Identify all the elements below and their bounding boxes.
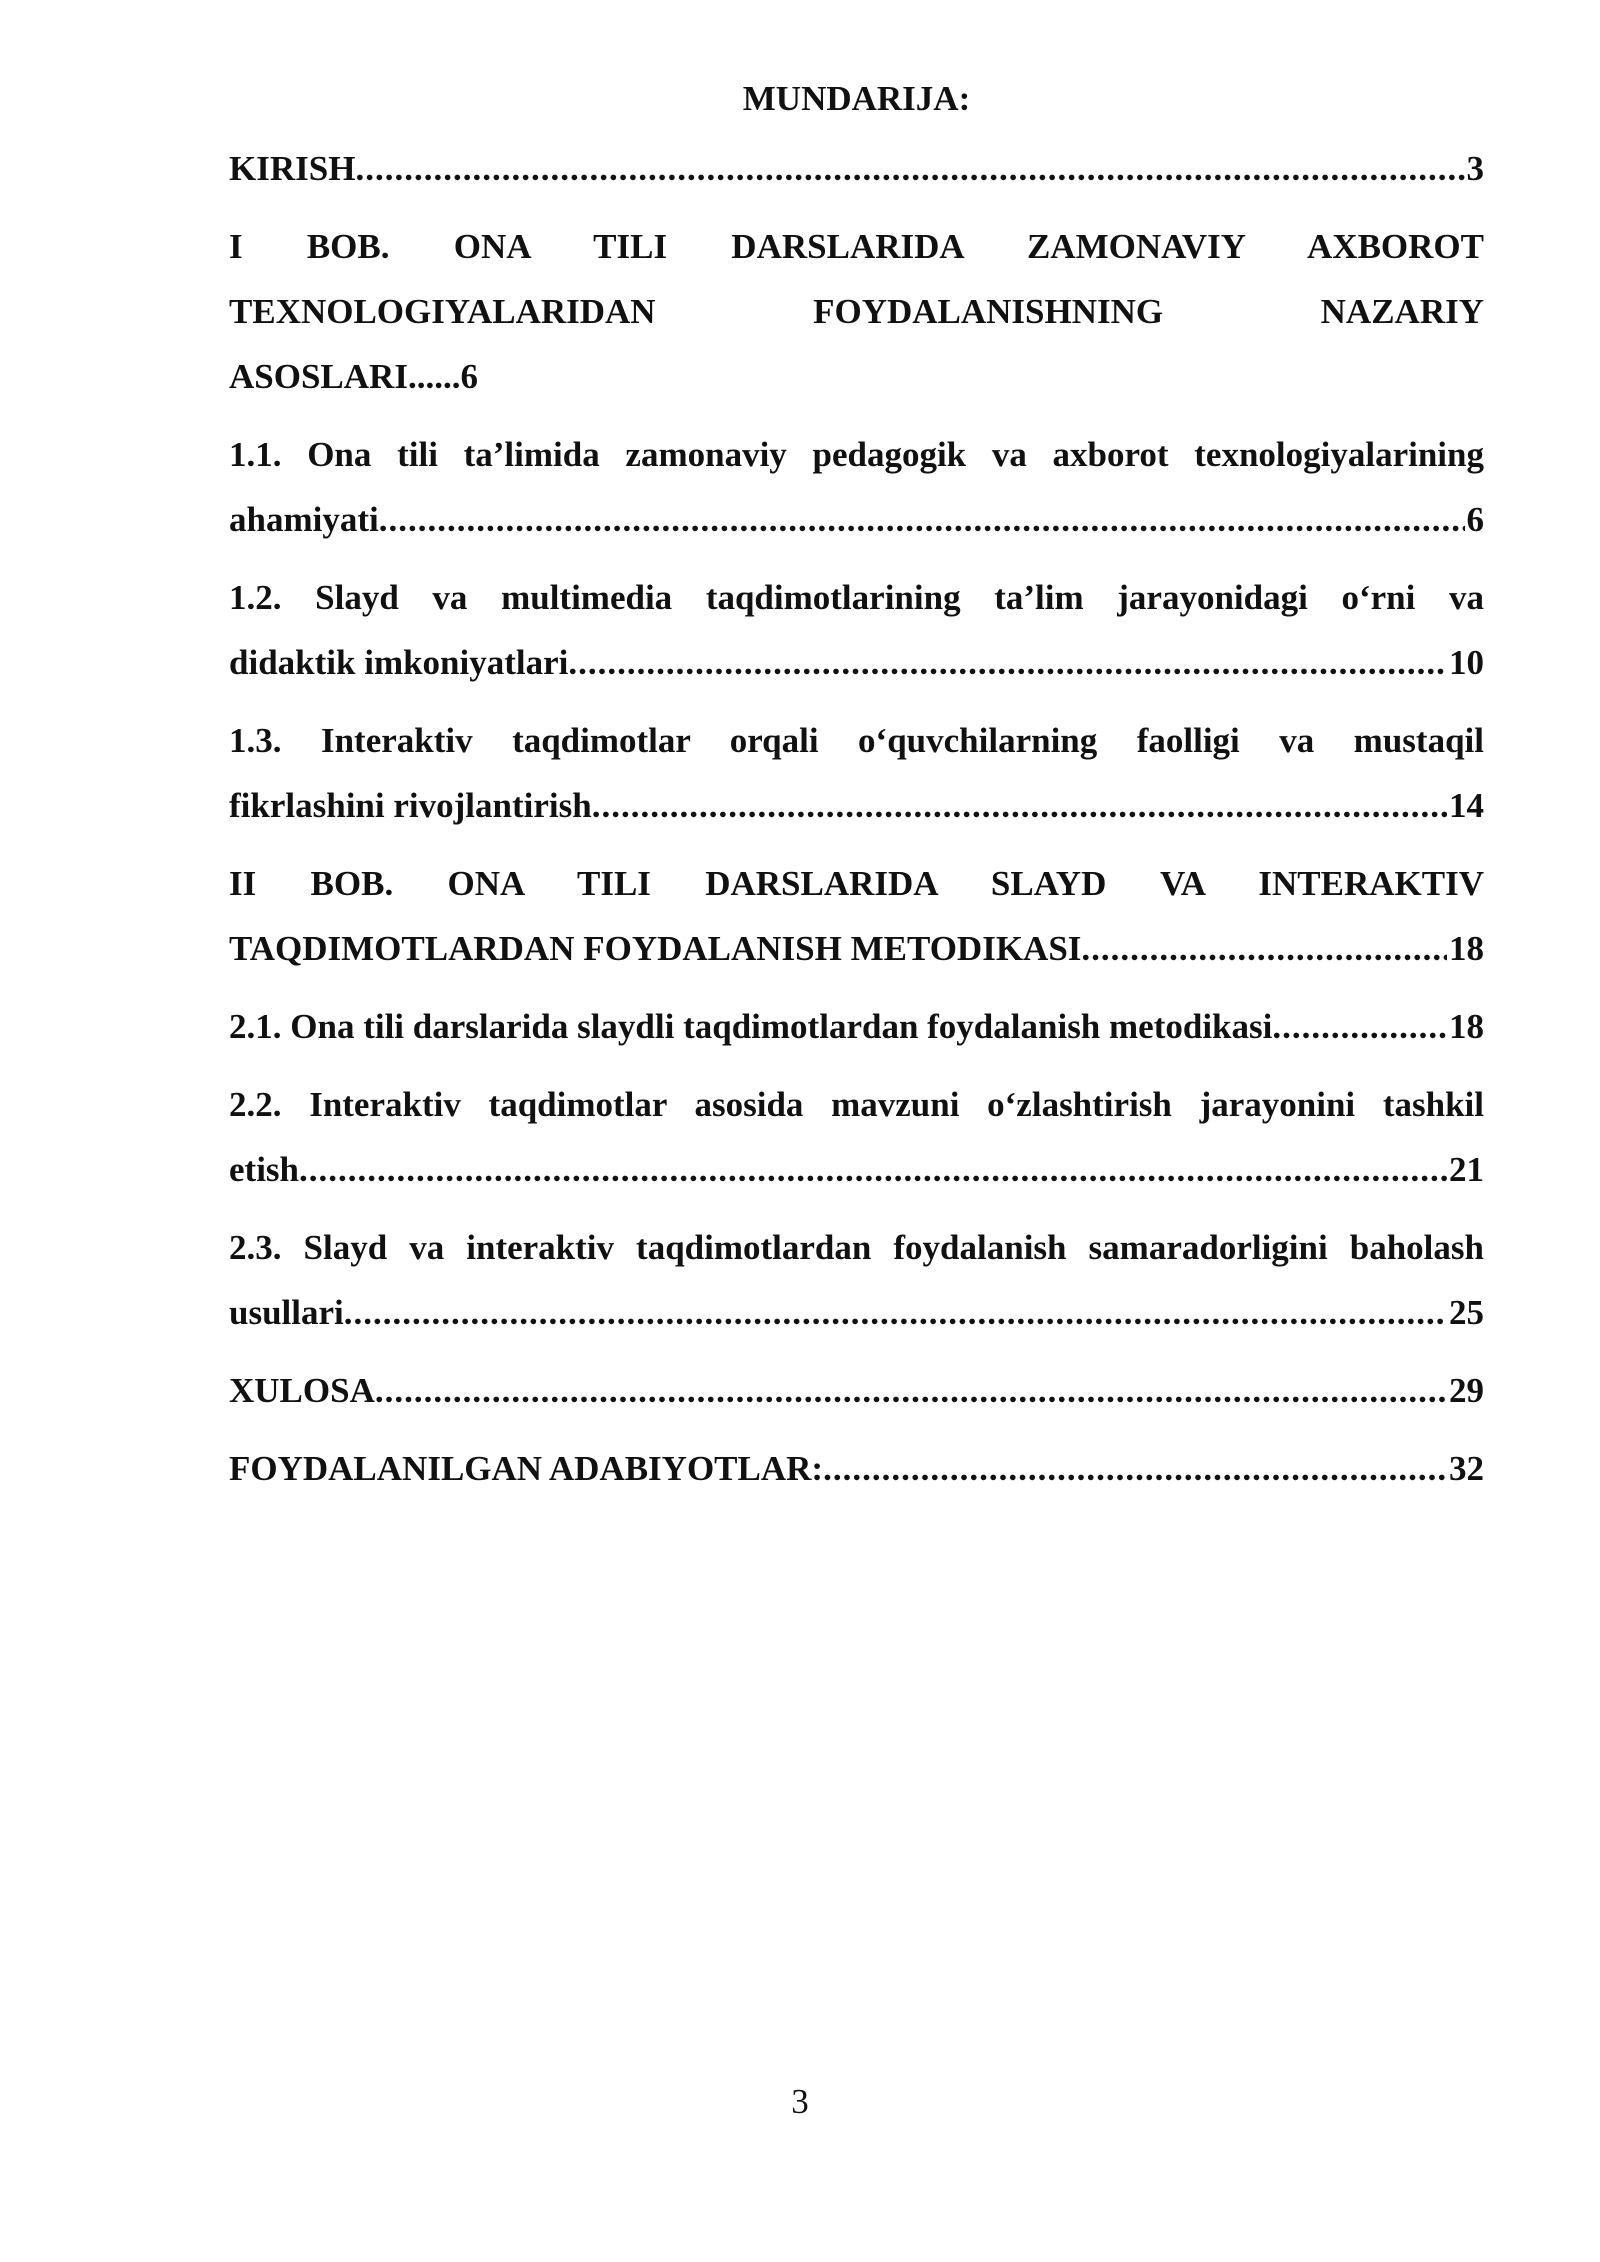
toc-entry-line	[229, 344, 1484, 409]
toc-entry-bibliography[interactable]	[229, 1436, 1484, 1501]
toc-entry-page: 18	[1449, 929, 1484, 968]
dot-leader	[1081, 916, 1447, 981]
toc-entry-title: FOYDALANILGAN ADABIYOTLAR:	[229, 1449, 824, 1488]
toc-entry-page: 25	[1449, 1293, 1484, 1332]
dot-leader: ......	[407, 357, 461, 396]
toc-entry-title: KIRISH	[229, 149, 356, 188]
toc-entry-section-2-2[interactable]	[229, 1072, 1484, 1202]
toc-entry-title: XULOSA	[229, 1371, 375, 1410]
toc-entry-page: 29	[1449, 1371, 1484, 1410]
toc-entry-line	[229, 773, 1484, 838]
toc-entry-section-2-1[interactable]	[229, 994, 1484, 1059]
toc-entry-title-wrap: 2.2. Interaktiv taqdimotlar asosida mavzuni o‘zlashtirish jarayonini tashkil	[229, 1085, 1484, 1124]
toc-entry-kirish[interactable]	[229, 136, 1484, 201]
toc-entry-title-wrap: 1.1. Ona tili ta’limida zamonaviy pedagogik va axborot texnologiyalarining	[229, 435, 1484, 474]
toc-entry-page: 6	[460, 357, 478, 396]
dot-leader	[1272, 994, 1447, 1059]
toc-entry-title: didaktik imkoniyatlari	[229, 643, 569, 682]
toc-entry-title: etish	[229, 1150, 299, 1189]
page-number: 3	[791, 2082, 809, 2121]
toc-entry-title-wrap: 1.2. Slayd va multimedia taqdimotlarining ta’lim jarayonidagi o‘rni va	[229, 578, 1484, 617]
dot-leader	[592, 773, 1447, 838]
toc-entry-title: 2.1. Ona tili darslarida slaydli taqdimotlardan foydalanish metodikasi	[229, 1007, 1273, 1046]
toc-entry-section-1-2[interactable]	[229, 565, 1484, 695]
toc-entry-title: TAQDIMOTLARDAN FOYDALANISH METODIKASI	[229, 929, 1082, 968]
toc-entry-page: 14	[1449, 786, 1484, 825]
toc-entry-page: 32	[1449, 1449, 1484, 1488]
toc-entry-line	[229, 136, 1484, 201]
toc-entry-page: 18	[1449, 1007, 1484, 1046]
toc-entry-section-1-3[interactable]	[229, 708, 1484, 838]
table-of-contents	[229, 72, 1484, 1514]
dot-leader	[355, 136, 1464, 201]
dot-leader	[375, 1358, 1447, 1423]
toc-entry-line	[229, 1137, 1484, 1202]
toc-entry-page: 6	[1466, 500, 1484, 539]
toc-entry-page: 3	[1466, 149, 1484, 188]
toc-entry-line	[229, 630, 1484, 695]
toc-entry-line	[229, 1436, 1484, 1501]
toc-entry-chapter-2[interactable]	[229, 851, 1484, 981]
toc-entry-chapter-1[interactable]	[229, 214, 1484, 409]
toc-entry-title-wrap: I BOB. ONA TILI DARSLARIDA ZAMONAVIY AXBOROT TEXNOLOGIYALARIDAN FOYDALANISHNING NAZARIY	[229, 227, 1484, 331]
toc-entry-line	[229, 916, 1484, 981]
dot-leader	[823, 1436, 1447, 1501]
toc-entry-section-2-3[interactable]	[229, 1215, 1484, 1345]
toc-entry-title: usullari	[229, 1293, 344, 1332]
toc-entry-xulosa[interactable]	[229, 1358, 1484, 1423]
toc-entry-line	[229, 994, 1484, 1059]
toc-entry-section-1-1[interactable]	[229, 422, 1484, 552]
dot-leader	[379, 487, 1465, 552]
toc-entry-line	[229, 1358, 1484, 1423]
toc-entry-line	[229, 487, 1484, 552]
toc-heading: MUNDARIJA:	[742, 79, 971, 118]
dot-leader	[344, 1280, 1447, 1345]
toc-entry-title: ASOSLARI	[229, 357, 408, 396]
toc-entry-title-wrap: 1.3. Interaktiv taqdimotlar orqali o‘quvchilarning faolligi va mustaqil	[229, 721, 1484, 760]
toc-entry-title: fikrlashini rivojlantirish	[229, 786, 592, 825]
toc-entry-title-wrap: II BOB. ONA TILI DARSLARIDA SLAYD VA INTERAKTIV	[229, 864, 1484, 903]
toc-entry-title-wrap: 2.3. Slayd va interaktiv taqdimotlardan foydalanish samaradorligini baholash	[229, 1228, 1484, 1267]
toc-entry-page: 21	[1449, 1150, 1484, 1189]
toc-entry-line	[229, 1280, 1484, 1345]
dot-leader	[568, 630, 1447, 695]
toc-entry-title: ahamiyati	[229, 500, 379, 539]
dot-leader	[299, 1137, 1447, 1202]
toc-entry-page: 10	[1449, 643, 1484, 682]
